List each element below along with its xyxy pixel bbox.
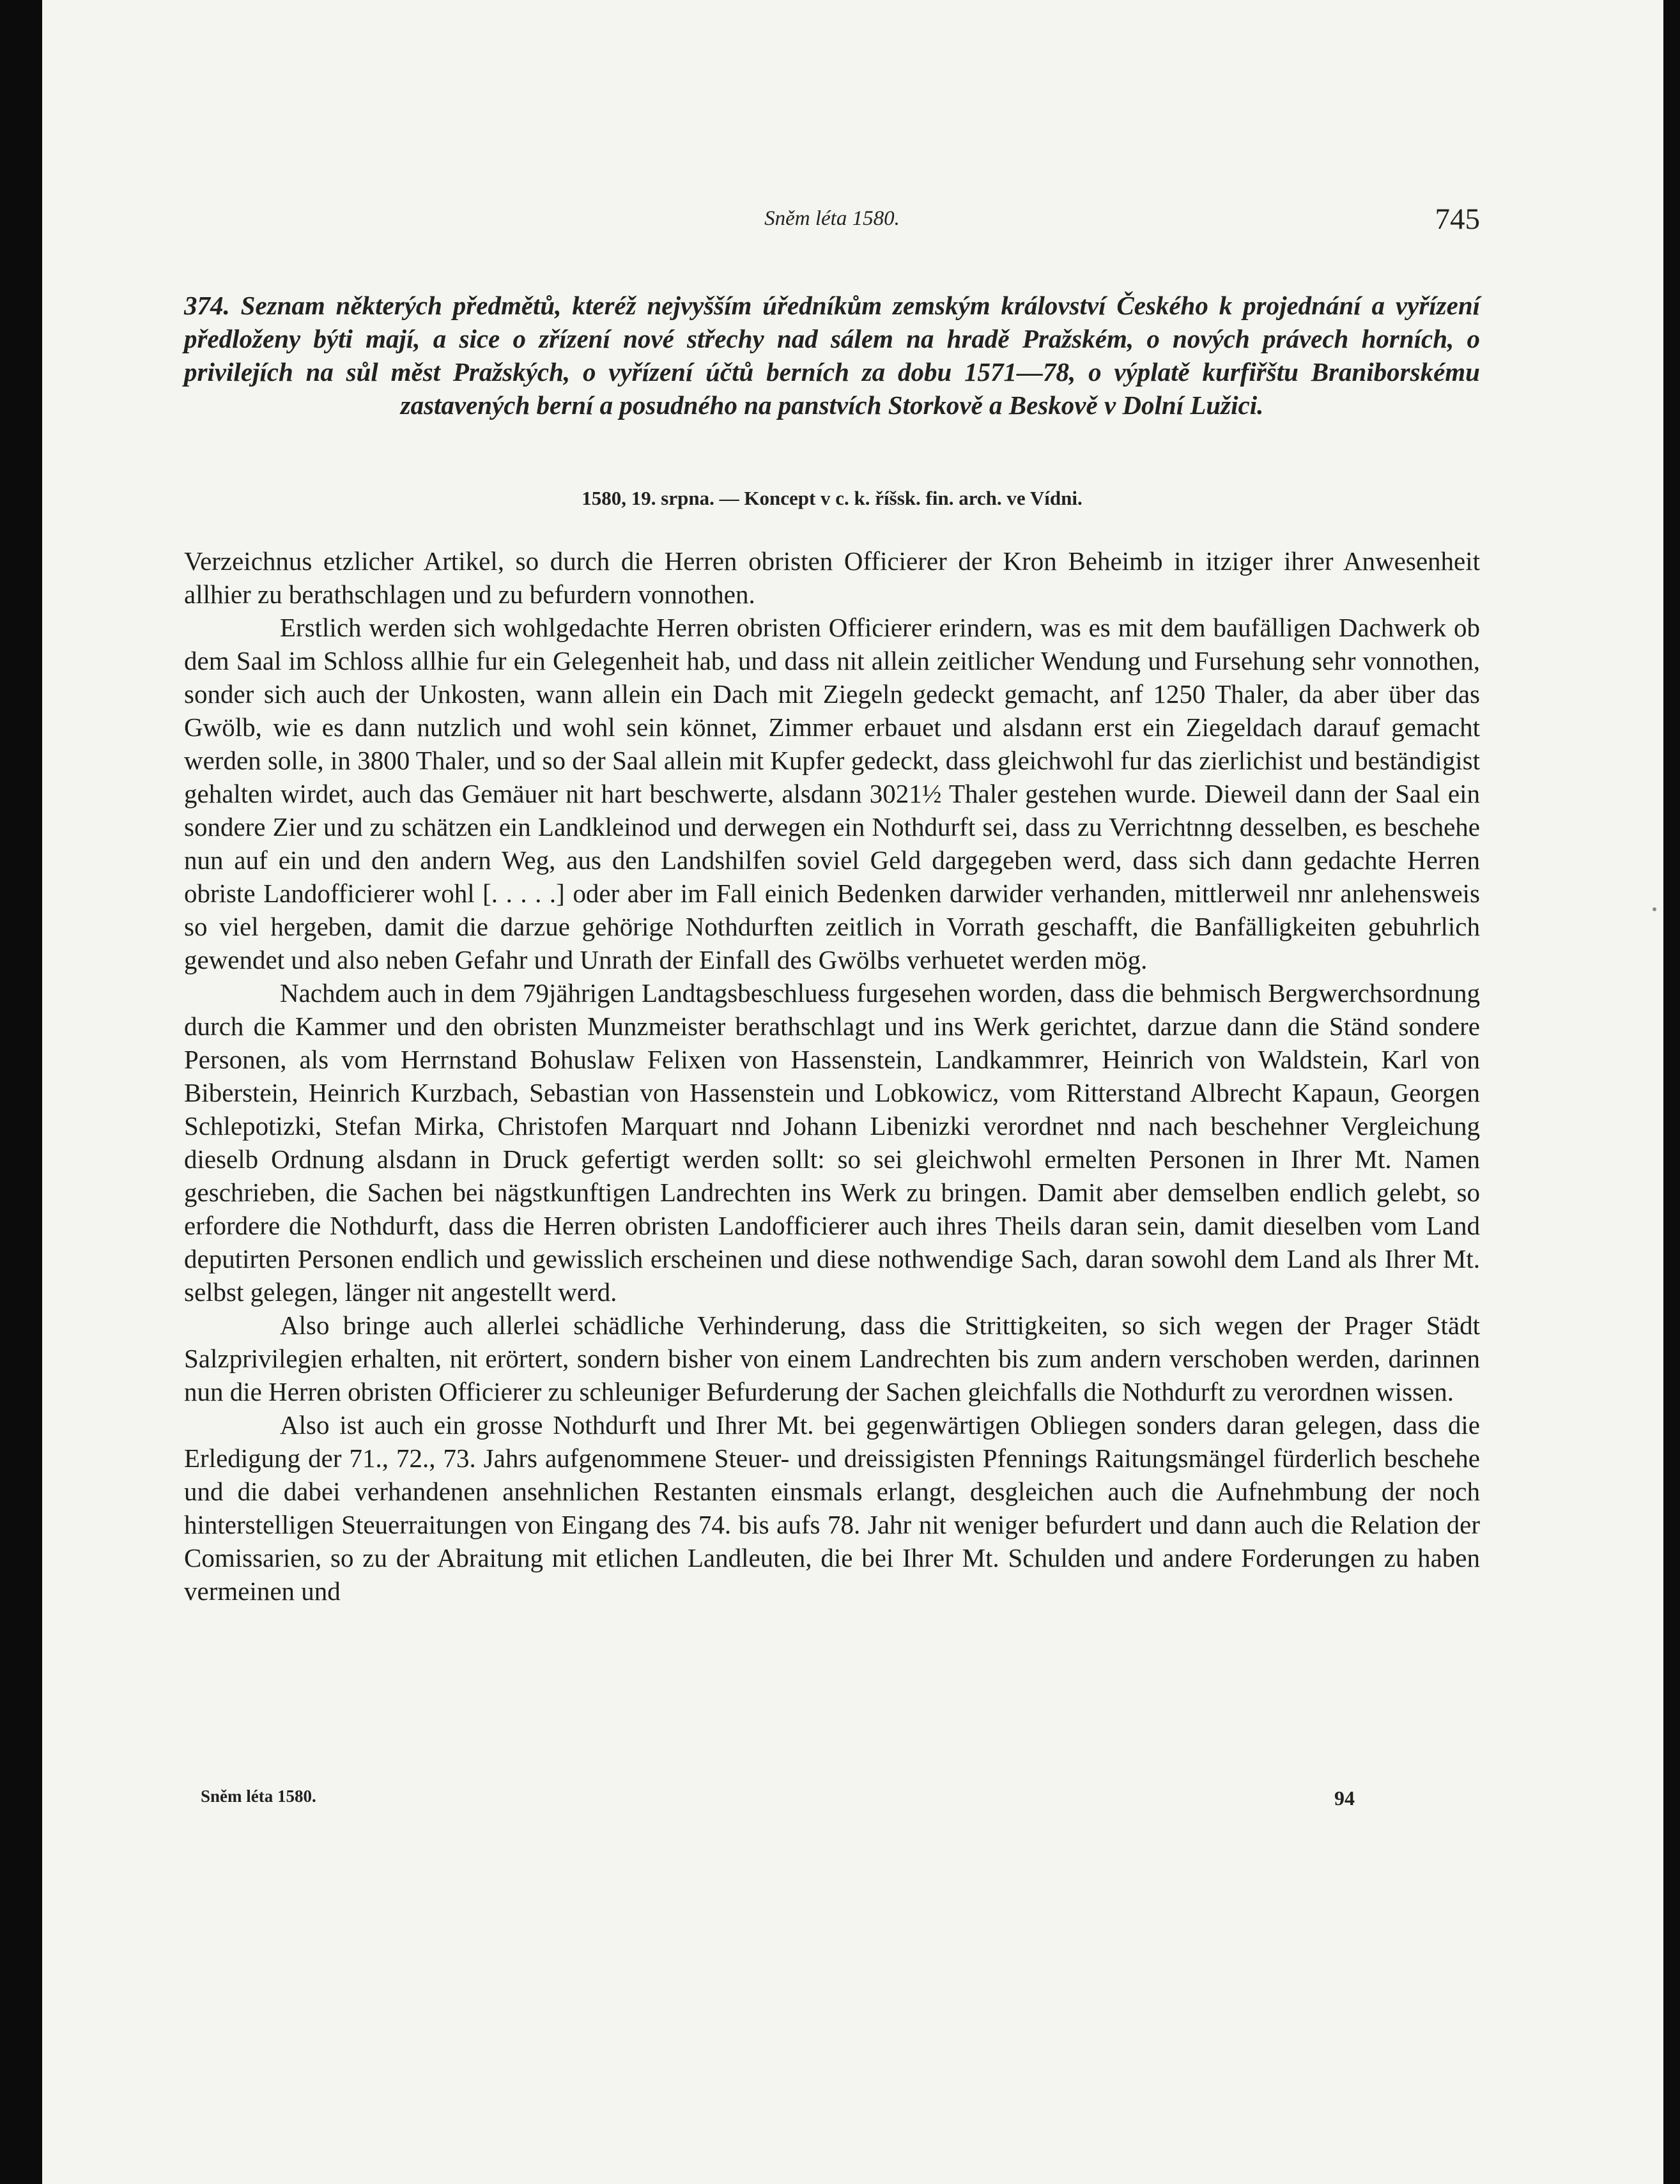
document-title: Seznam některých předmětů, kteréž nejvyšším úředníkům zemským království Českého k projednání a vyřízení předloženy býti mají, a sice o zřízení nové střechy nad sálem na hradě Pražském, o nových právech horních, o privilejích na sůl měst Pražských, o vyřízení účtů berních za dobu 1571—78, o výplatě kurfiřštu Braniborskému zastavených berní a posudného na panstvích Storkově a Beskově v Dolní Lužici. [184, 291, 1481, 420]
body-text [184, 544, 1480, 1608]
paragraph-intro: Verzeichnus etzlicher Artikel, so durch die Herren obristen Officierer der Kron Beheimb in itziger ihrer Anwesenheit allhier zu berathschlagen und zu befurdern vonnothen. [184, 546, 1480, 609]
page-sheet [42, 0, 1663, 2184]
running-title: Sněm léta 1580. [764, 207, 900, 230]
paragraph-roof: Erstlich werden sich wohlgedachte Herren obristen Officierer erindern, was es mit dem baufälligen Dachwerk ob dem Saal im Schloss allhie fur ein Gelegenheit hab, und dass nit allein zeitlicher Wendung und Fursehung sehr vonnothen, sonder sich auch der Unkosten, wann allein ein Dach mit Ziegeln gedeckt gemacht, anf 1250 Thaler, da aber über das Gwölb, wie es dann nutzlich und wohl sein könnet, Zimmer erbauet und alsdann erst ein Ziegeldach darauf gemacht werden solle, in 3800 Thaler, und so der Saal allein mit Kupfer gedeckt, dass gleichwohl fur das zierlichist und beständigist gehalten wirdet, auch das Gemäuer nit hart beschwerte, alsdann 3021½ Thaler gestehen wurde. Dieweil dann der Saal ein sondere Zier und zu schätzen ein Landkleinod und derwegen ein Nothdurft sei, dass zu Verrichtnng desselben, es beschehe nun auf ein und den andern Weg, aus den Landshilfen soviel Geld dargegeben werd, dass sich dann gedachte Herren obriste Landofficierer wohl [. . . . .] oder aber im Fall einich Bedenken darwider verhanden, mittlerweil nnr anlehensweis so viel hergeben, damit die darzue gehörige Nothdurften zeitlich in Vorrath geschafft, die Banfälligkeiten gebuhrlich gewendet und also neben Gefahr und Unrath der Einfall des Gwölbs verhuetet werden mög. [184, 613, 1480, 974]
paragraph-salt: Also bringe auch allerlei schädliche Verhinderung, dass die Strittigkeiten, so sich wegen der Prager Städt Salzprivilegien erhalten, nit erörtert, sondern bisher von einem Landrechten bis zum andern verschoben werden, darinnen nun die Herren obristen Officierer zu schleuniger Befurderung der Sachen gleichfalls die Nothdurft zu verordnen wissen. [184, 1311, 1480, 1406]
paragraph-accounts: Also ist auch ein grosse Nothdurft und Ihrer Mt. bei gegenwärtigen Obliegen sonders daran gelegen, dass die Erledigung der 71., 72., 73. Jahrs aufgenommene Steuer- und dreissigisten Pfennings Raitungsmängel fürderlich beschehe und die dabei verhandenen ansehnlichen Restanten einsmals erlangt, desgleichen auch die Aufnehmbung der noch hinterstelligen Steuerraitungen von Eingang des 74. bis aufs 78. Jahr nit weniger befurdert und dann auch die Relation der Comissarien, so zu der Abraitung mit etlichen Landleuten, die bei Ihrer Mt. Schulden und andere Forderungen zu haben vermeinen und [184, 1410, 1480, 1606]
footer-sheet-number: 94 [1334, 1787, 1355, 1810]
footer-signature-mark: Sněm léta 1580. [201, 1787, 316, 1806]
document-heading [184, 289, 1480, 422]
page-number: 745 [1435, 203, 1480, 236]
margin-speck [1653, 907, 1656, 911]
document-number: 374. [184, 291, 230, 320]
page-footer [184, 1787, 1480, 1812]
source-note: 1580, 19. srpna. — Koncept v c. k. říšsk. fin. arch. ve Vídni. [582, 487, 1083, 509]
page-header [184, 202, 1480, 253]
paragraph-mining: Nachdem auch in dem 79jährigen Landtagsbeschluess furgesehen worden, dass die behmisch Bergwerchsordnung durch die Kammer und den obristen Munzmeister berathschlagt und ins Werk gerichtet, darzue dann die Ständ sondere Personen, als vom Herrnstand Bohuslaw Felixen von Hassenstein, Landkammrer, Heinrich von Waldstein, Karl von Biberstein, Heinrich Kurzbach, Sebastian von Hassenstein und Lobkowicz, vom Ritterstand Albrecht Kapaun, Georgen Schlepotizki, Stefan Mirka, Christofen Marquart nnd Johann Libenizki verordnet nnd nach beschehner Vergleichung dieselb Ordnung alsdann in Druck gefertigt werden sollt: so sei gleichwohl ermelten Personen in Ihrer Mt. Namen geschrieben, die Sachen bei nägstkunftigen Landrechten ins Werk zu bringen. Damit aber demselben endlich gelebt, so erfordere die Nothdurft, dass die Herren obristen Landofficierer auch ihres Theils daran sein, damit dieselben vom Land deputirten Personen endlich und gewisslich erscheinen und diese nothwendige Sach, daran sowohl dem Land als Ihrer Mt. selbst gelegen, länger nit angestellt werd. [184, 978, 1480, 1307]
